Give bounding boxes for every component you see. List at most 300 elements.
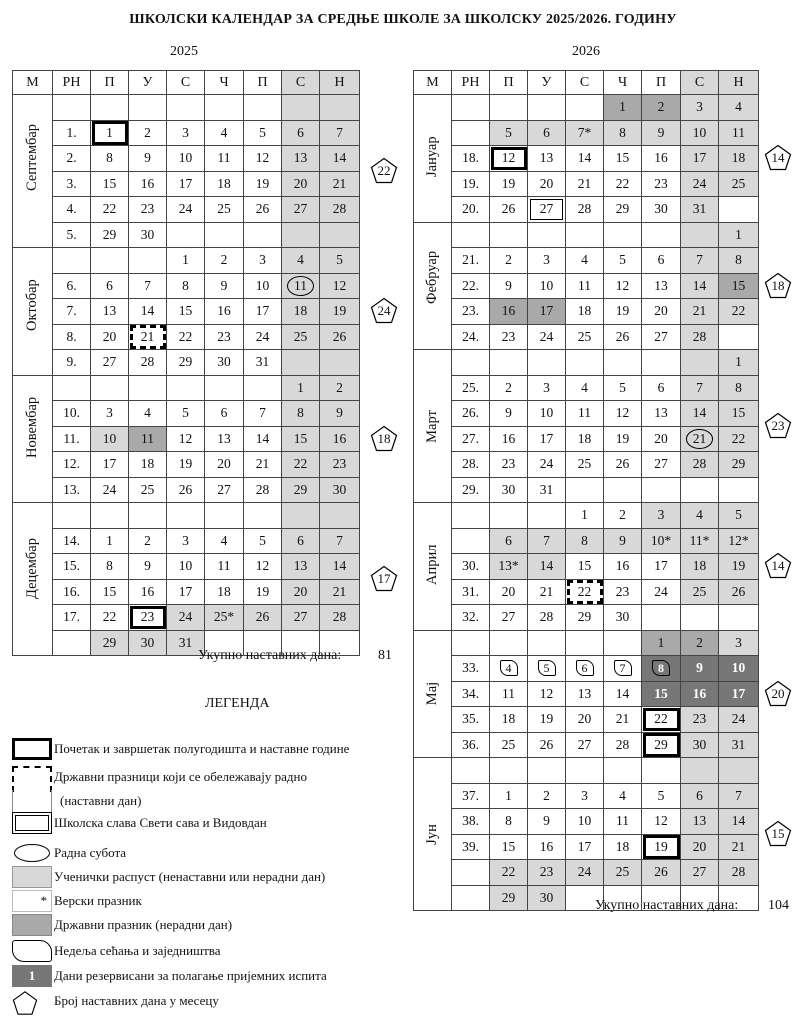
week-row <box>414 477 759 503</box>
day-cell: 8 <box>719 248 759 274</box>
week-row <box>13 146 360 172</box>
day-cell: 11 <box>205 146 244 172</box>
day-cell <box>604 222 642 248</box>
day-cell: 20 <box>91 324 129 350</box>
week-number: 39. <box>452 834 490 860</box>
month-label: Новембар <box>13 375 53 503</box>
day-cell: 26 <box>719 579 759 605</box>
day-cell <box>566 222 604 248</box>
day-cell: 27 <box>490 605 528 631</box>
day-cell <box>528 95 566 121</box>
day-cell <box>681 350 719 376</box>
week-number <box>53 375 91 401</box>
day-cell: 22 <box>91 197 129 223</box>
day-cell <box>167 95 205 121</box>
day-cell <box>91 503 129 529</box>
header-0: М <box>414 71 452 95</box>
day-cell <box>528 350 566 376</box>
day-cell: 16 <box>205 299 244 325</box>
pentagon-count: 24 <box>370 297 398 324</box>
day-cell: 14 <box>604 681 642 707</box>
day-cell: 2 <box>320 375 360 401</box>
week-row <box>414 579 759 605</box>
day-cell: 3 <box>681 95 719 121</box>
day-cell: 13 <box>681 809 719 835</box>
week-row <box>13 605 360 631</box>
day-cell <box>244 222 282 248</box>
week-number <box>452 350 490 376</box>
day-cell: 26 <box>320 324 360 350</box>
header-8: Н <box>320 71 360 95</box>
day-cell: 17 <box>719 681 759 707</box>
day-cell: 25 <box>566 324 604 350</box>
day-cell: 2 <box>490 248 528 274</box>
legend-swatch-prijemni <box>12 965 52 987</box>
day-cell <box>490 630 528 656</box>
day-cell: 4 <box>719 95 759 121</box>
day-cell <box>528 630 566 656</box>
week-row <box>13 120 360 146</box>
week-row <box>13 273 360 299</box>
day-cell: 13 <box>566 681 604 707</box>
day-cell: 4 <box>604 783 642 809</box>
week-number: 17. <box>53 605 91 631</box>
day-cell: 3 <box>167 120 205 146</box>
week-number <box>452 503 490 529</box>
day-cell <box>320 222 360 248</box>
day-cell: 28 <box>320 197 360 223</box>
week-number <box>452 222 490 248</box>
day-cell: 15 <box>604 146 642 172</box>
day-cell: 21 <box>604 707 642 733</box>
day-cell: 24 <box>528 452 566 478</box>
day-cell: 21 <box>566 171 604 197</box>
week-row <box>13 426 360 452</box>
day-cell: 16 <box>642 146 681 172</box>
day-cell: 10 <box>528 273 566 299</box>
year-left: 2025 <box>170 44 198 59</box>
day-cell: 28 <box>604 732 642 758</box>
day-cell: 2 <box>205 248 244 274</box>
day-cell: 15 <box>719 273 759 299</box>
month-label: Април <box>414 503 452 631</box>
day-cell: 9 <box>604 528 642 554</box>
header-2: П <box>490 71 528 95</box>
day-cell: 6 <box>490 528 528 554</box>
legend-text: Државни празници који се обележавају радно <box>54 769 307 784</box>
week-row <box>414 834 759 860</box>
week-row <box>414 809 759 835</box>
legend-title: ЛЕГЕНДА <box>205 696 270 711</box>
legend-swatch-broj <box>12 990 38 1016</box>
day-cell: 2 <box>490 375 528 401</box>
day-cell: 11 <box>205 554 244 580</box>
day-cell: 3 <box>528 375 566 401</box>
day-cell: 25 <box>604 860 642 886</box>
day-cell: 13* <box>490 554 528 580</box>
right-total-value: 104 <box>768 898 789 913</box>
day-cell: 25 <box>129 477 167 503</box>
day-cell <box>719 477 759 503</box>
day-cell: 10* <box>642 528 681 554</box>
day-cell: 23 <box>642 171 681 197</box>
day-cell: 12 <box>528 681 566 707</box>
day-cell: 29 <box>282 477 320 503</box>
day-cell <box>642 222 681 248</box>
day-cell: 19 <box>604 426 642 452</box>
day-cell: 8 <box>604 120 642 146</box>
day-cell: 28 <box>681 324 719 350</box>
week-number: 20. <box>452 197 490 223</box>
legend-swatch-state2 <box>12 790 52 812</box>
legend-text: Радна субота <box>54 845 127 860</box>
day-cell: 15 <box>91 579 129 605</box>
month-label: Јун <box>414 758 452 911</box>
day-cell: 1 <box>642 630 681 656</box>
month-label: Фебруар <box>414 222 452 350</box>
day-cell: 4 <box>490 656 528 682</box>
calendar-2026 <box>413 70 759 911</box>
day-cell <box>490 95 528 121</box>
day-cell: 8 <box>566 528 604 554</box>
legend-swatch-drzavni <box>12 914 52 936</box>
day-cell: 11 <box>604 809 642 835</box>
day-cell: 23 <box>129 605 167 631</box>
week-number: 18. <box>452 146 490 172</box>
day-cell: 12 <box>167 426 205 452</box>
week-row <box>414 681 759 707</box>
day-cell: 23 <box>129 197 167 223</box>
week-row <box>13 324 360 350</box>
day-cell <box>282 350 320 376</box>
day-cell: 5 <box>244 120 282 146</box>
week-row <box>414 299 759 325</box>
day-cell: 20 <box>282 579 320 605</box>
day-cell: 7 <box>681 248 719 274</box>
legend-item-drzavni <box>12 914 407 937</box>
day-cell: 19 <box>604 299 642 325</box>
week-number <box>452 528 490 554</box>
day-cell: 17 <box>244 299 282 325</box>
legend-text: Недеља сећања и заједништва <box>54 943 221 958</box>
week-row <box>414 707 759 733</box>
week-row <box>414 95 759 121</box>
day-cell: 15 <box>566 554 604 580</box>
week-row <box>13 299 360 325</box>
legend-swatch-slava <box>12 812 52 834</box>
legend-item-state2 <box>12 790 407 813</box>
day-cell: 8 <box>282 401 320 427</box>
day-cell: 4 <box>282 248 320 274</box>
header-7: С <box>282 71 320 95</box>
day-cell: 16 <box>681 681 719 707</box>
header-4: С <box>566 71 604 95</box>
month-label: Март <box>414 350 452 503</box>
week-number: 15. <box>53 554 91 580</box>
day-cell <box>604 758 642 784</box>
day-cell: 5 <box>528 656 566 682</box>
day-cell: 2 <box>129 120 167 146</box>
header-5: Ч <box>604 71 642 95</box>
day-cell: 13 <box>205 426 244 452</box>
day-cell: 3 <box>642 503 681 529</box>
day-cell: 18 <box>205 579 244 605</box>
day-cell: 6 <box>205 401 244 427</box>
day-cell: 5 <box>642 783 681 809</box>
day-cell: 29 <box>91 222 129 248</box>
day-cell <box>129 503 167 529</box>
day-cell: 23 <box>604 579 642 605</box>
day-cell: 2 <box>528 783 566 809</box>
pentagon-count: 23 <box>764 412 792 439</box>
day-cell: 24 <box>91 477 129 503</box>
day-cell: 4 <box>205 120 244 146</box>
week-number: 30. <box>452 554 490 580</box>
day-cell <box>167 375 205 401</box>
day-cell: 22 <box>91 605 129 631</box>
day-cell: 3 <box>244 248 282 274</box>
legend-text: Број наставних дана у месецу <box>54 993 219 1008</box>
header-7: С <box>681 71 719 95</box>
day-cell <box>244 503 282 529</box>
day-cell: 22 <box>604 171 642 197</box>
day-cell: 5 <box>244 528 282 554</box>
day-cell <box>129 95 167 121</box>
week-number: 12. <box>53 452 91 478</box>
day-cell <box>320 95 360 121</box>
day-cell: 23 <box>490 324 528 350</box>
day-cell: 9 <box>205 273 244 299</box>
day-cell: 22 <box>719 299 759 325</box>
day-cell: 15 <box>642 681 681 707</box>
day-cell: 26 <box>244 605 282 631</box>
day-cell: 26 <box>244 197 282 223</box>
month-label: Септембар <box>13 95 53 248</box>
day-cell <box>244 375 282 401</box>
day-cell: 28 <box>528 605 566 631</box>
header-1: РН <box>452 71 490 95</box>
day-cell: 11 <box>719 120 759 146</box>
day-cell: 8 <box>719 375 759 401</box>
day-cell: 1 <box>719 222 759 248</box>
legend-item-state <box>12 766 407 789</box>
day-cell: 2 <box>642 95 681 121</box>
week-number: 1. <box>53 120 91 146</box>
day-cell: 17 <box>91 452 129 478</box>
day-cell: 23 <box>490 452 528 478</box>
week-number: 9. <box>53 350 91 376</box>
day-cell: 12 <box>604 401 642 427</box>
day-cell: 20 <box>642 426 681 452</box>
day-cell: 20 <box>490 579 528 605</box>
day-cell: 22 <box>719 426 759 452</box>
day-cell <box>205 503 244 529</box>
week-row <box>414 171 759 197</box>
legend-symbol: 1 <box>28 968 36 983</box>
day-cell: 29 <box>566 605 604 631</box>
week-row <box>414 273 759 299</box>
day-cell: 6 <box>282 120 320 146</box>
day-cell: 27 <box>681 860 719 886</box>
day-cell: 7 <box>244 401 282 427</box>
week-number <box>53 503 91 529</box>
day-cell <box>129 248 167 274</box>
day-cell: 15 <box>719 401 759 427</box>
week-number <box>452 95 490 121</box>
week-number: 7. <box>53 299 91 325</box>
week-number <box>452 885 490 911</box>
day-cell: 24 <box>642 579 681 605</box>
day-cell: 11 <box>566 401 604 427</box>
day-cell: 16 <box>129 579 167 605</box>
day-cell: 19 <box>244 171 282 197</box>
day-cell: 31 <box>528 477 566 503</box>
day-cell: 9 <box>490 401 528 427</box>
day-cell <box>566 95 604 121</box>
day-cell: 16 <box>129 171 167 197</box>
day-cell: 14 <box>320 554 360 580</box>
day-cell: 10 <box>244 273 282 299</box>
week-row <box>414 758 759 784</box>
day-cell: 14 <box>528 554 566 580</box>
week-row <box>13 222 360 248</box>
week-number: 27. <box>452 426 490 452</box>
day-cell: 19 <box>528 707 566 733</box>
day-cell: 5 <box>167 401 205 427</box>
week-row <box>13 350 360 376</box>
day-cell: 30 <box>129 222 167 248</box>
day-cell: 2 <box>604 503 642 529</box>
week-row <box>13 528 360 554</box>
day-cell: 14 <box>681 401 719 427</box>
day-cell <box>205 375 244 401</box>
day-cell: 3 <box>719 630 759 656</box>
day-cell <box>681 222 719 248</box>
pentagon-count: 22 <box>370 157 398 184</box>
day-cell: 7 <box>719 783 759 809</box>
day-cell: 6 <box>91 273 129 299</box>
day-cell: 20 <box>566 707 604 733</box>
day-cell: 11* <box>681 528 719 554</box>
day-cell <box>566 477 604 503</box>
day-cell: 12 <box>490 146 528 172</box>
day-cell <box>320 350 360 376</box>
day-cell <box>205 95 244 121</box>
day-cell <box>681 605 719 631</box>
week-number: 10. <box>53 401 91 427</box>
legend-item-start <box>12 738 407 761</box>
day-cell: 21 <box>528 579 566 605</box>
day-cell <box>528 503 566 529</box>
day-cell: 7 <box>320 120 360 146</box>
day-cell: 20 <box>642 299 681 325</box>
day-cell: 12* <box>719 528 759 554</box>
day-cell: 1 <box>490 783 528 809</box>
header-6: П <box>244 71 282 95</box>
legend-text: Почетак и завршетак полугодишта и наставне године <box>54 741 350 756</box>
week-number: 21. <box>452 248 490 274</box>
week-number <box>53 248 91 274</box>
day-cell: 1 <box>282 375 320 401</box>
week-row <box>414 528 759 554</box>
day-cell: 18 <box>490 707 528 733</box>
day-cell: 2 <box>129 528 167 554</box>
week-number <box>452 120 490 146</box>
week-row <box>414 248 759 274</box>
day-cell: 14 <box>719 809 759 835</box>
day-cell: 4 <box>566 248 604 274</box>
day-cell: 17 <box>528 299 566 325</box>
day-cell <box>490 350 528 376</box>
day-cell: 3 <box>91 401 129 427</box>
day-cell: 7 <box>528 528 566 554</box>
day-cell <box>681 477 719 503</box>
week-number: 34. <box>452 681 490 707</box>
day-cell <box>91 248 129 274</box>
day-cell: 5 <box>604 375 642 401</box>
day-cell: 12 <box>244 554 282 580</box>
legend-item-broj <box>12 990 407 1013</box>
legend-text: Верски празник <box>54 893 142 908</box>
week-number: 16. <box>53 579 91 605</box>
week-number: 26. <box>452 401 490 427</box>
day-cell: 10 <box>681 120 719 146</box>
day-cell: 7 <box>129 273 167 299</box>
day-cell: 10 <box>167 146 205 172</box>
day-cell: 6 <box>642 248 681 274</box>
day-cell: 21 <box>320 171 360 197</box>
day-cell <box>604 630 642 656</box>
day-cell: 18 <box>205 171 244 197</box>
day-cell: 22 <box>167 324 205 350</box>
day-cell: 13 <box>91 299 129 325</box>
day-cell: 7 <box>681 375 719 401</box>
day-cell: 25* <box>205 605 244 631</box>
week-number: 8. <box>53 324 91 350</box>
day-cell: 10 <box>566 809 604 835</box>
day-cell: 26 <box>490 197 528 223</box>
pentagon-count: 14 <box>764 552 792 579</box>
day-cell: 6 <box>642 375 681 401</box>
day-cell: 21 <box>129 324 167 350</box>
week-row <box>13 554 360 580</box>
week-number: 36. <box>452 732 490 758</box>
day-cell: 9 <box>528 809 566 835</box>
day-cell <box>604 350 642 376</box>
week-number: 29. <box>452 477 490 503</box>
right-total-label: Укупно наставних дана: <box>595 898 739 913</box>
day-cell <box>566 758 604 784</box>
day-cell: 9 <box>320 401 360 427</box>
day-cell: 20 <box>282 171 320 197</box>
day-cell: 31 <box>244 350 282 376</box>
day-cell: 27 <box>528 197 566 223</box>
day-cell: 26 <box>642 860 681 886</box>
day-cell: 3 <box>566 783 604 809</box>
week-number: 13. <box>53 477 91 503</box>
day-cell: 19 <box>167 452 205 478</box>
day-cell: 30 <box>642 197 681 223</box>
week-row <box>13 248 360 274</box>
pentagon-count: 18 <box>764 272 792 299</box>
day-cell: 22 <box>282 452 320 478</box>
legend-item-verski <box>12 890 407 913</box>
day-cell: 16 <box>490 299 528 325</box>
day-cell: 12 <box>320 273 360 299</box>
header-3: У <box>129 71 167 95</box>
week-row <box>13 171 360 197</box>
week-row <box>414 554 759 580</box>
